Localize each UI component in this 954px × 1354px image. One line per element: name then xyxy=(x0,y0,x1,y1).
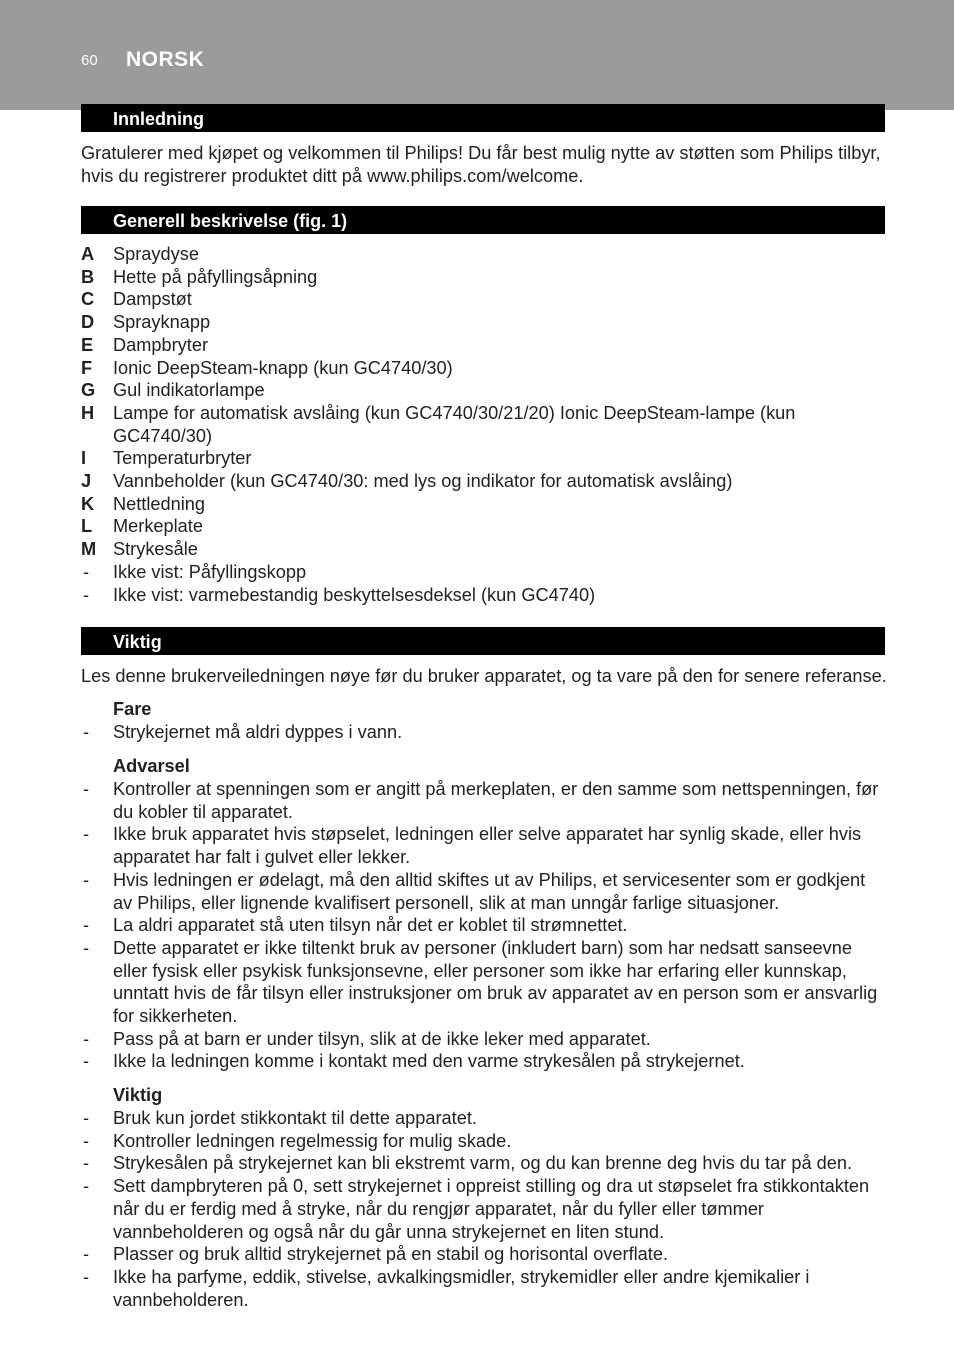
list-item-key: L xyxy=(81,516,93,537)
list-item-key: I xyxy=(81,448,87,469)
parts-list xyxy=(81,243,887,606)
list-item-text: Hette på påfyllingsåpning xyxy=(113,266,318,287)
list-item-text: Lampe for automatisk avslåing (kun GC4740/30/21/20) Ionic DeepSteam-lampe (kun GC4740/30) xyxy=(113,402,796,446)
list-item xyxy=(81,266,887,289)
list-item xyxy=(81,538,887,561)
bullet-dash: - xyxy=(83,937,90,958)
list-item-text: Dampbryter xyxy=(113,334,209,355)
bullet-dash: - xyxy=(83,1130,90,1151)
list-item xyxy=(81,357,887,380)
list-item-text: Kontroller at spenningen som er angitt på merkeplaten, er den samme som nettspenningen, før du kobler til apparatet. xyxy=(113,779,879,822)
list-item-text: Spraydyse xyxy=(113,244,199,264)
list-item-text: Hvis ledningen er ødelagt, må den alltid skiftes ut av Philips, et servicesenter som er godkjent av Philips, eller lignende kvalifisert personell, slik at man unngår farlige situasjoner. xyxy=(113,869,866,913)
list-item-text: Dette apparatet er ikke tiltenkt bruk av personer (inkludert barn) som har nedsatt sanseevne eller fysisk eller psykisk funksjonsevne, eller personer som ikke har erfaring eller kunnskap, unntatt hvis de får tilsyn eller instruksjoner om bruk av apparatet av en person som er ansvarlig for sikkerheten. xyxy=(113,937,878,1027)
list-item xyxy=(81,561,887,584)
list-item xyxy=(81,334,887,357)
list-item xyxy=(81,288,887,311)
list-item-key: C xyxy=(81,289,95,310)
list-item xyxy=(81,937,887,1028)
list-item-text: Ikke vist: varmebestandig beskyttelsesdeksel (kun GC4740) xyxy=(113,584,596,605)
list-item xyxy=(81,515,887,538)
bullet-dash: - xyxy=(83,824,90,845)
list-item-key: M xyxy=(81,539,97,560)
bullet-dash: - xyxy=(83,779,90,799)
bullet-dash: - xyxy=(83,1176,90,1197)
list-item xyxy=(81,243,887,266)
list-item-text: Vannbeholder (kun GC4740/30: med lys og indikator for automatisk avslåing) xyxy=(113,471,733,492)
bullet-dash: - xyxy=(83,1244,90,1265)
list-item-text: Strykejernet må aldri dyppes i vann. xyxy=(113,722,403,742)
bullet-dash: - xyxy=(83,1108,90,1128)
list-item xyxy=(81,1028,887,1051)
list-item xyxy=(81,402,887,447)
bullet-dash: - xyxy=(83,722,90,742)
list-item xyxy=(81,778,887,823)
list-item-key: K xyxy=(81,493,95,514)
list-item-text: Strykesålen på strykejernet kan bli ekstremt varm, og du kan brenne deg hvis du tar på den. xyxy=(113,1153,853,1174)
list-item-text: Kontroller ledningen regelmessig for mulig skade. xyxy=(113,1130,512,1151)
warning-list xyxy=(81,778,887,1073)
list-item-text: Sprayknapp xyxy=(113,312,211,333)
list-item-text: Ikke la ledningen komme i kontakt med den varme strykesålen på strykejernet. xyxy=(113,1051,745,1072)
language-title: NORSK xyxy=(126,48,205,71)
list-item-text: Plasser og bruk alltid strykejernet på en stabil og horisontal overflate. xyxy=(113,1244,669,1265)
caution-list xyxy=(81,1107,887,1311)
list-item-text: Dampstøt xyxy=(113,289,192,310)
list-item xyxy=(81,1266,887,1311)
list-item-text: Ikke bruk apparatet hvis støpselet, ledningen eller selve apparatet har synlig skade, eller hvis apparatet har falt i gulvet eller lekker. xyxy=(113,824,862,868)
intro-paragraph: Gratulerer med kjøpet og velkommen til Philips! Du får best mulig nytte av støtten som Philips tilbyr, hvis du registrerer produktet ditt på www.philips.com/welcome. xyxy=(81,143,881,186)
list-item-text: La aldri apparatet stå uten tilsyn når det er koblet til strømnettet. xyxy=(113,915,628,936)
list-item xyxy=(81,1130,887,1153)
section-heading-important: Viktig xyxy=(81,627,885,655)
list-item-text: Gul indikatorlampe xyxy=(113,380,265,401)
list-item-key: G xyxy=(81,380,96,401)
list-item-key: B xyxy=(81,266,95,287)
list-item-key: E xyxy=(81,334,94,355)
list-item-text: Temperaturbryter xyxy=(113,448,252,469)
bullet-dash: - xyxy=(83,1051,90,1072)
list-item xyxy=(81,823,887,868)
section-heading-description: Generell beskrivelse (fig. 1) xyxy=(81,206,885,234)
list-item-text: Ikke vist: Påfyllingskopp xyxy=(113,561,307,582)
list-item-text: Merkeplate xyxy=(113,516,203,537)
bullet-dash: - xyxy=(83,1153,90,1174)
list-item-text: Sett dampbryteren på 0, sett strykejernet i oppreist stilling og dra ut støpselet fra stikkontakten når du er ferdig med å stryke, når du rengjør apparatet, når du fyller eller tømmer vannbeholderen og også når du går unna strykejernet en liten stund. xyxy=(113,1176,870,1242)
list-item-key: - xyxy=(83,584,90,605)
list-item xyxy=(81,914,887,937)
bullet-dash: - xyxy=(83,1028,90,1049)
section-heading-intro: Innledning xyxy=(81,104,885,132)
list-item-text: Pass på at barn er under tilsyn, slik at de ikke leker med apparatet. xyxy=(113,1028,651,1049)
list-item-key: H xyxy=(81,402,95,423)
list-item-text: Ionic DeepSteam-knapp (kun GC4740/30) xyxy=(113,357,453,378)
list-item xyxy=(81,721,887,744)
list-item-text: Bruk kun jordet stikkontakt til dette apparatet. xyxy=(113,1108,477,1128)
list-item xyxy=(81,1152,887,1175)
list-item xyxy=(81,311,887,334)
list-item xyxy=(81,869,887,914)
list-item xyxy=(81,1050,887,1073)
list-item-key: A xyxy=(81,244,95,264)
list-item xyxy=(81,1107,887,1130)
list-item xyxy=(81,470,887,493)
list-item xyxy=(81,379,887,402)
bullet-dash: - xyxy=(83,915,90,936)
list-item xyxy=(81,584,887,607)
list-item-text: Ikke ha parfyme, eddik, stivelse, avkalkingsmidler, strykemidler eller andre kjemikalier i vannbeholderen. xyxy=(113,1266,810,1310)
list-item-key: J xyxy=(81,471,92,492)
warning-title: Advarsel xyxy=(113,756,190,776)
list-item xyxy=(81,493,887,516)
list-item-key: - xyxy=(83,561,90,582)
list-item-text: Strykesåle xyxy=(113,539,198,560)
bullet-dash: - xyxy=(83,1266,90,1287)
list-item-text: Nettledning xyxy=(113,493,206,514)
list-item xyxy=(81,1175,887,1243)
list-item xyxy=(81,1243,887,1266)
caution-title: Viktig xyxy=(113,1085,163,1105)
danger-list xyxy=(81,721,887,744)
danger-title: Fare xyxy=(113,699,152,719)
list-item-key: F xyxy=(81,357,93,378)
bullet-dash: - xyxy=(83,869,90,890)
list-item-key: D xyxy=(81,312,95,333)
list-item xyxy=(81,447,887,470)
important-intro: Les denne brukerveiledningen nøye før du bruker apparatet, og ta vare på den for senere referanse. xyxy=(81,666,887,686)
page-number: 60 xyxy=(81,52,98,69)
